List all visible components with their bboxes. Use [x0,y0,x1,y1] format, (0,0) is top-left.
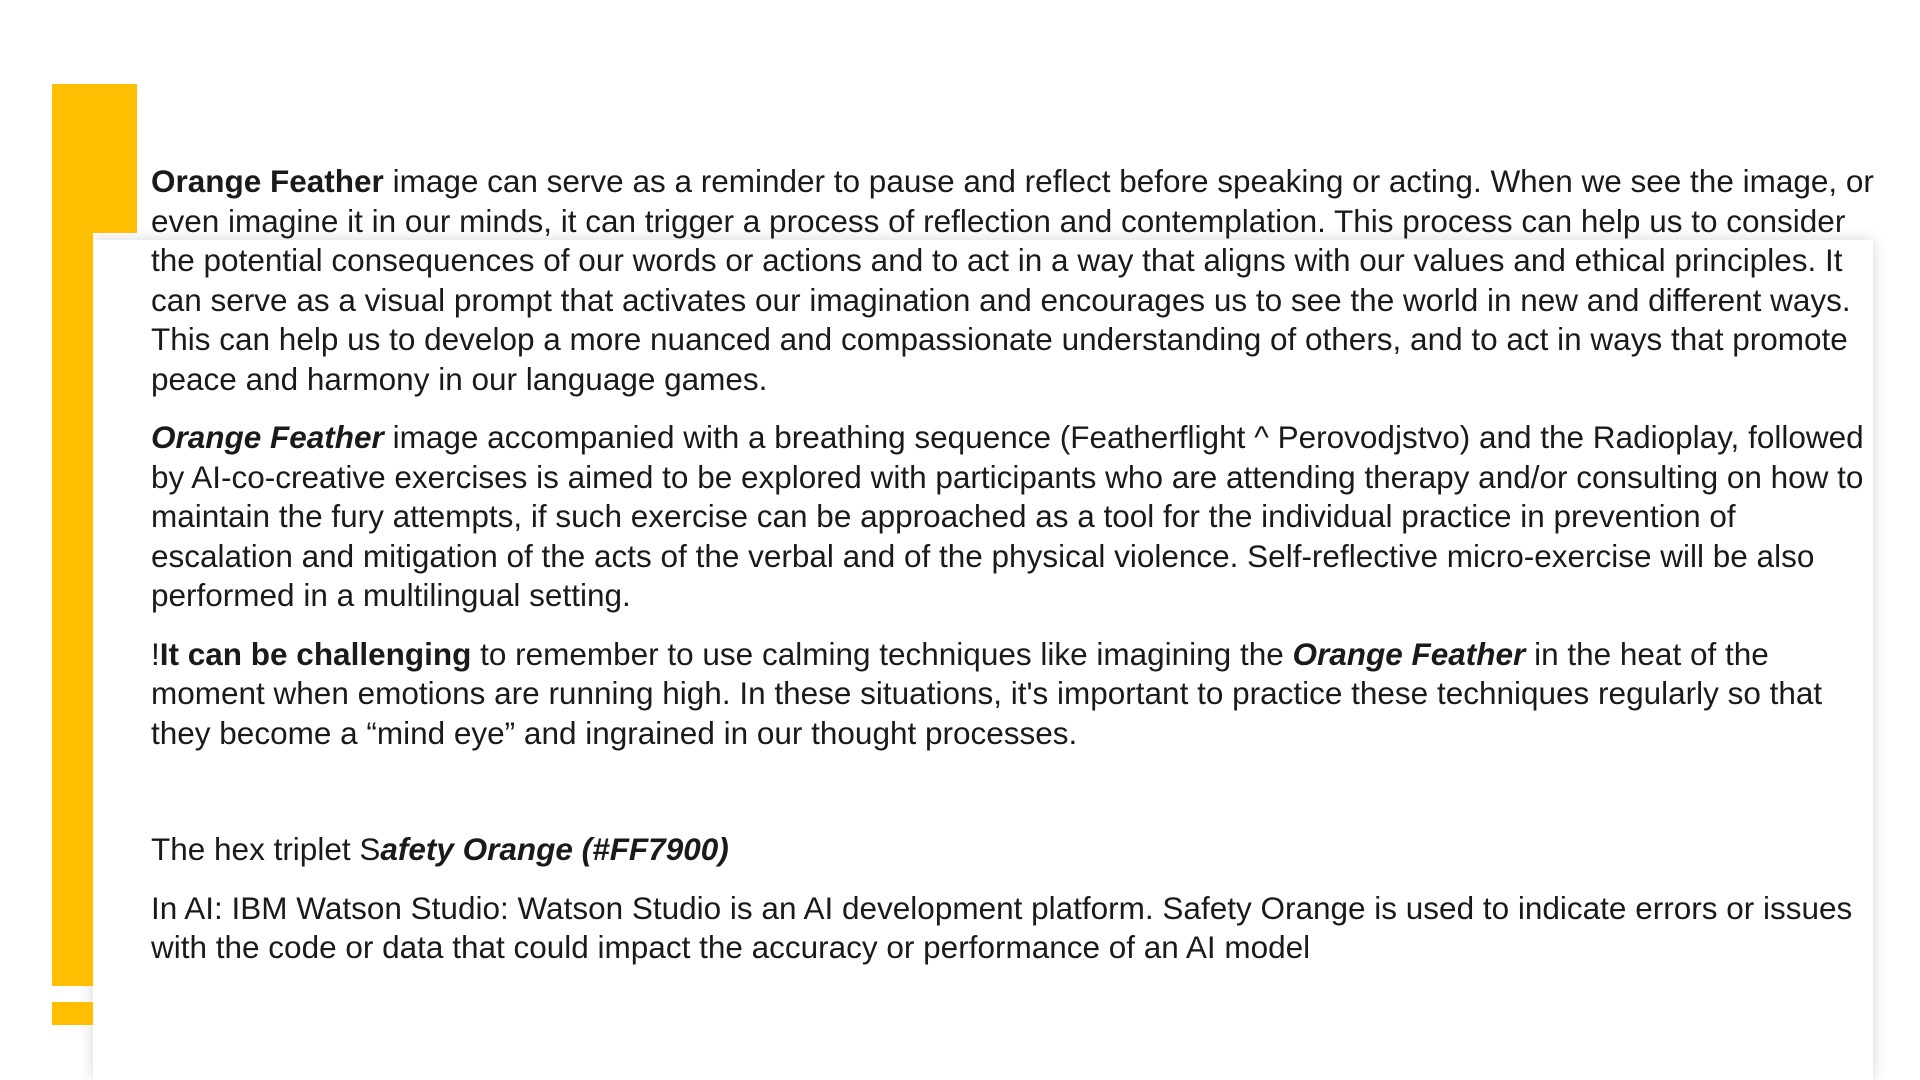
hex-triplet-line [151,830,1881,870]
hex-line-safety-orange: afety Orange (#FF7900) [380,831,729,867]
paragraph3-lead: It can be challenging [159,635,472,672]
paragraph1-text: image can serve as a reminder to pause and reflect before speaking or acting. When we see the image, or even imagine it in our minds, it can trigger a process of reflection and contemplation. This process can help us to consider the potential consequences of our words or actions and to act in a way that aligns with our values and ethical principles. It can serve as a visual prompt that activates our imagination and encourages us to see the world in new and different ways. This can help us to develop a more nuanced and compassionate understanding of others, and to act in ways that promote peace and harmony in our language games. [151,163,1874,397]
paragraph3-text-before: to remember to use calming techniques like imagining the [471,635,1293,672]
paragraph-breathing-sequence [151,418,1881,616]
hex-line-prefix: The hex triplet S [151,831,381,867]
accent-bottom-block [52,1002,93,1025]
paragraph3-text-after: in the heat of the moment when emotions are running high. In these situations, it's important to practice these techniques regularly so that they become a “mind eye” and ingrained in our thought processes. [151,635,1823,751]
paragraph1-lead: Orange Feather [151,163,384,199]
paragraph2-text: image accompanied with a breathing sequence (Featherflight ^ Perovodjstvo) and the Radioplay, followed by AI-co-creative exercises is aimed to be explored with participants who are attending therapy and/or consulting on how to maintain the fury attempts, if such exercise can be approached as a tool for the individual practice in prevention of escalation and mitigation of the acts of the verbal and of the physical violence. Self-reflective micro-exercise will be also performed in a multilingual setting. [151,419,1864,613]
paragraph3-prefix: ! [151,635,160,672]
ai-watson-line [151,889,1881,968]
paragraph-spacer [151,772,1881,830]
paragraph-challenging [151,635,1881,754]
accent-vertical-bar [52,84,93,986]
paragraph2-lead: Orange Feather [151,419,384,455]
paragraph-orange-feather-reflection [151,162,1881,399]
paragraph3-orange-feather: Orange Feather [1292,635,1526,672]
ai-line-text: In AI: IBM Watson Studio: Watson Studio is an AI development platform. Safety Orange is used to indicate errors or issues with the code or data that could impact the accuracy or performance of an AI model [151,889,1853,965]
slide-content [151,162,1881,987]
